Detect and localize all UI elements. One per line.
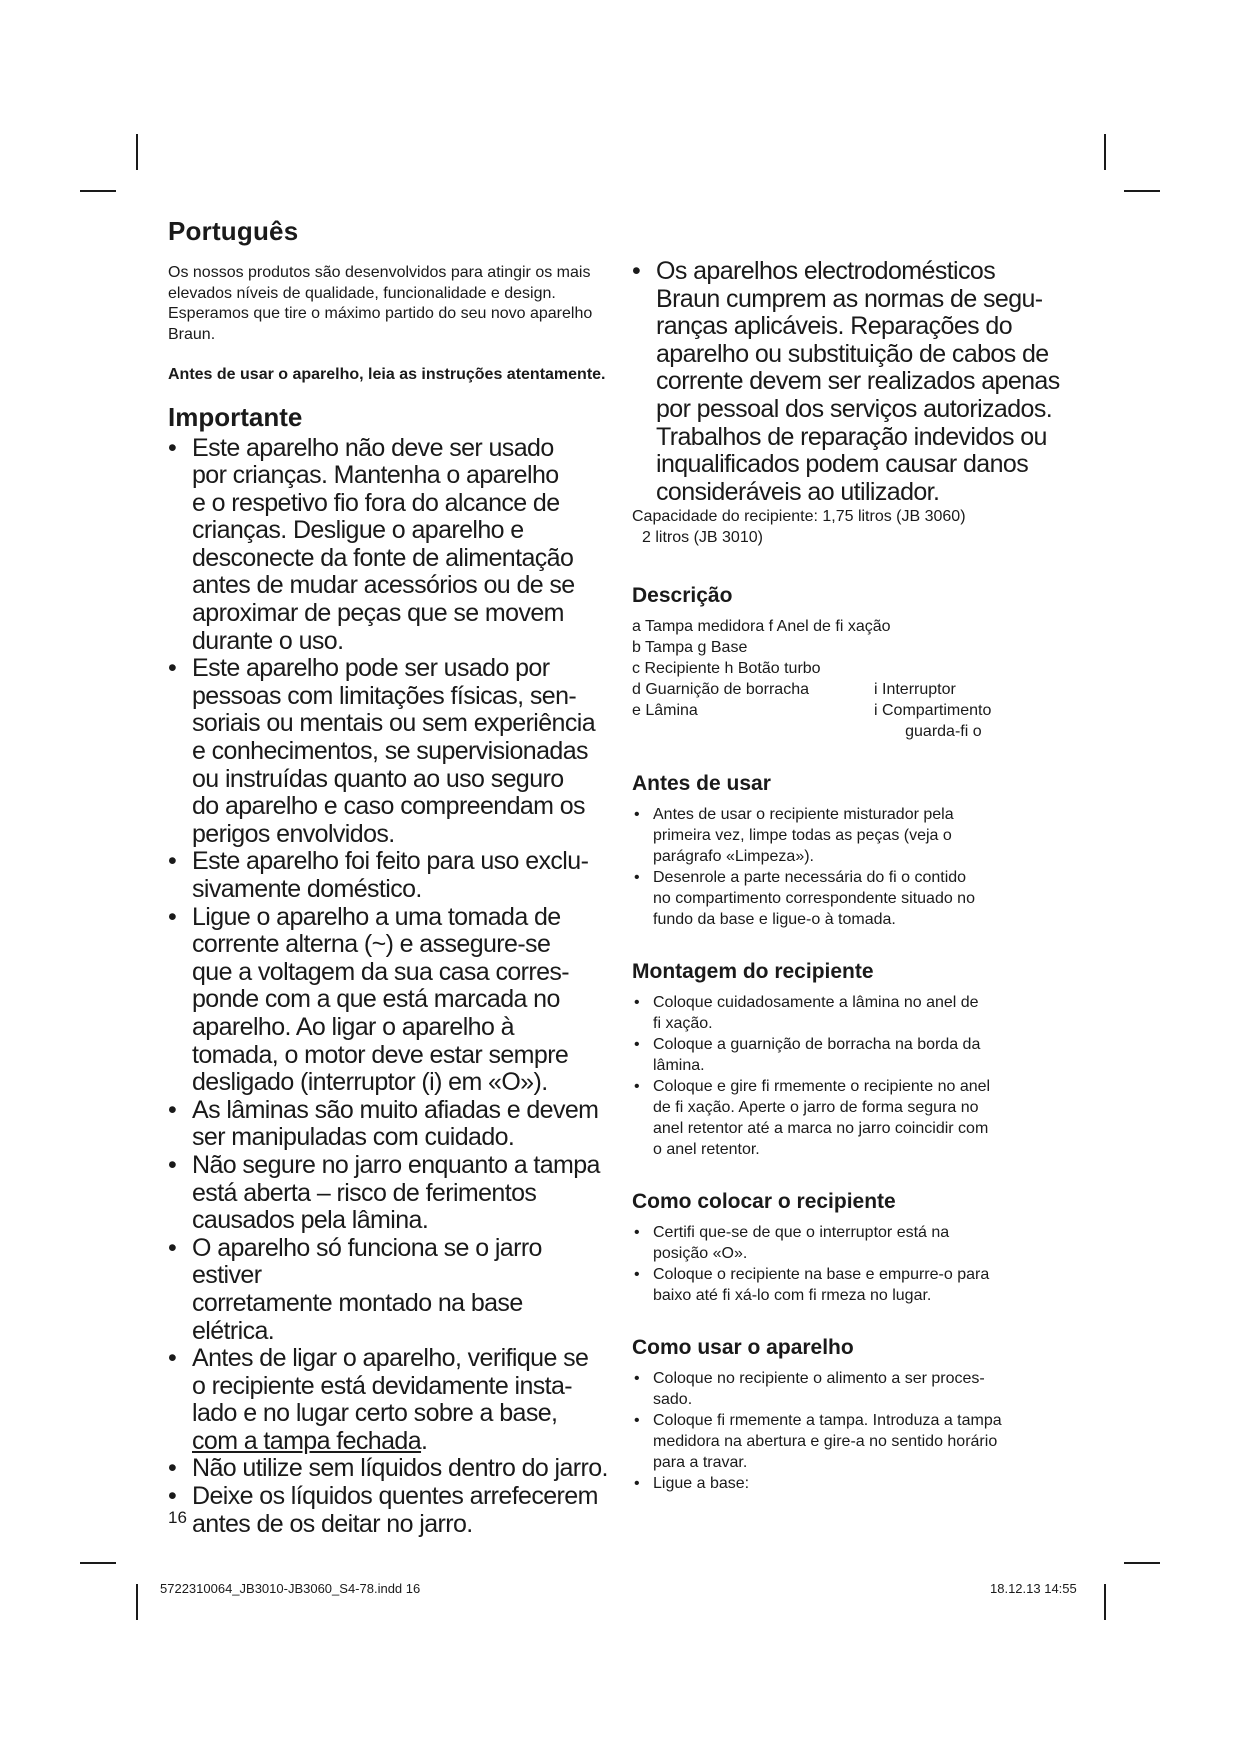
crop-mark-top-left (136, 134, 138, 170)
list-item: • Coloque e gire fi rmemente o recipiente no anel de fi xação. Aperte o jarro de forma segura no anel retentor até a marca no jarro coincidir com o anel retentor. (632, 1076, 1082, 1160)
list-item: • As lâminas são muito afiadas e devem ser manipuladas com cuidado. (168, 1097, 608, 1152)
list-item-text: Antes de ligar o aparelho, verifique se o recipiente está devidamente insta- lado e no lugar certo sobre a base, (192, 1344, 589, 1428)
list-item: • Coloque no recipiente o alimento a ser proces- sado. (632, 1368, 1082, 1410)
read-instructions-note: Antes de usar o aparelho, leia as instruções atentamente. (168, 366, 606, 383)
list-item: • Coloque cuidadosamente a lâmina no anel de fi xação. (632, 992, 1082, 1034)
list-item: • Certifi que-se de que o interruptor está na posição «O». (632, 1222, 1082, 1264)
list-item: • Não segure no jarro enquanto a tampa está aberta – risco de ferimentos causados pela lâmina. (168, 1152, 608, 1235)
crop-mark-top-right (1104, 134, 1106, 170)
footer-date: 18.12.13 14:55 (990, 1581, 1077, 1596)
table-cell: guarda-fi o (874, 723, 982, 741)
colocar-list (632, 1222, 1082, 1306)
safety-list (632, 258, 1082, 506)
crop-mark-bottom-left-h (80, 1562, 116, 1564)
parts-table (632, 616, 1082, 742)
table-row (632, 700, 1082, 721)
table-cell: i Compartimento (874, 702, 992, 720)
list-item: • Este aparelho não deve ser usado por crianças. Mantenha o aparelho e o respetivo fio fora do alcance de crianças. Desligue o aparelho e desconecte da fonte de alimentação antes de mudar acessórios ou de se aproximar de peças que se movem durante o uso. (168, 435, 608, 656)
capacity-line-2: 2 litros (JB 3010) (642, 529, 763, 547)
table-row (632, 658, 1082, 679)
table-cell: e Lâmina (632, 702, 698, 720)
list-item: • Este aparelho foi feito para uso exclu- sivamente doméstico. (168, 848, 608, 903)
list-item: • Coloque fi rmemente a tampa. Introduza a tampa medidora na abertura e gire-a no sentido horário para a travar. (632, 1410, 1082, 1473)
montagem-list (632, 992, 1082, 1160)
underlined-text: com a tampa fechada (192, 1426, 422, 1455)
list-item: • Antes de usar o recipiente misturador pela primeira vez, limpe todas as peças (veja o parágrafo «Limpeza»). (632, 804, 1082, 867)
descricao-heading: Descrição (632, 584, 733, 608)
importante-list (168, 435, 608, 1539)
list-item: • Ligue a base: (632, 1473, 1082, 1494)
table-cell: b Tampa g Base (632, 639, 748, 657)
footer-file-slug: 5722310064_JB3010-JB3060_S4-78.indd 16 (160, 1581, 421, 1596)
list-item: • Este aparelho pode ser usado por pessoas com limitações físicas, sen- soriais ou mentais ou sem experiência e conhecimentos, se supervisionadas ou instruídas quanto ao uso seguro do aparelho e caso compreendam os perigos envolvidos. (168, 655, 608, 848)
table-cell (632, 721, 862, 742)
list-item: • O aparelho só funciona se o jarro estiver corretamente montado na base elétrica. (168, 1235, 608, 1345)
left-column (168, 216, 608, 1538)
list-item: • Ligue o aparelho a uma tomada de corrente alterna (~) e assegure-se que a voltagem da sua casa corres- ponde com a que está marcada no aparelho. Ao ligar o aparelho à tomada, o motor deve estar sempre desligado (interruptor (i) em «O»). (168, 904, 608, 1097)
antes-de-usar-list (632, 804, 1082, 930)
table-row (632, 616, 1082, 637)
list-item: • Coloque a guarnição de borracha na borda da lâmina. (632, 1034, 1082, 1076)
capacity-info (632, 506, 1082, 548)
table-row (632, 721, 1082, 742)
importante-heading: Importante (168, 401, 303, 432)
crop-mark-top-left-h (80, 190, 116, 192)
usar-list (632, 1368, 1082, 1494)
list-item: • Desenrole a parte necessária do fi o contido no compartimento correspondente situado no fundo da base e ligue-o à tomada. (632, 867, 1082, 930)
list-item: • Deixe os líquidos quentes arrefecerem antes de os deitar no jarro. (168, 1483, 608, 1538)
page-number: 16 (168, 1508, 187, 1527)
antes-de-usar-heading: Antes de usar (632, 772, 771, 796)
table-cell: i Interruptor (874, 681, 956, 699)
list-item: • Os aparelhos electrodomésticos Braun cumprem as normas de segu- ranças aplicáveis. Reparações do aparelho ou substituição de cabos de corrente devem ser realizados apenas por pessoal dos serviços autorizados. Trabalhos de reparação indevidos ou inqualificados podem causar danos consideráveis ao utilizador. (632, 258, 1082, 506)
right-column (632, 258, 1082, 1524)
table-row (632, 679, 1082, 700)
usar-heading: Como usar o aparelho (632, 1336, 854, 1360)
intro-paragraph: Os nossos produtos são desenvolvidos para atingir os mais elevados níveis de qualidade, funcionalidade e design. Esperamos que tire o máximo partido do seu novo aparelho Braun. (168, 264, 593, 343)
table-row (632, 637, 1082, 658)
list-item: • Não utilize sem líquidos dentro do jarro. (168, 1455, 608, 1483)
table-cell: a Tampa medidora f Anel de fi xação (632, 618, 891, 636)
crop-mark-bottom-left (136, 1584, 138, 1620)
colocar-heading: Como colocar o recipiente (632, 1190, 896, 1214)
list-item (168, 1345, 608, 1455)
crop-mark-bottom-right-h (1124, 1562, 1160, 1564)
table-cell: c Recipiente h Botão turbo (632, 660, 821, 678)
montagem-heading: Montagem do recipiente (632, 960, 874, 984)
list-item: • Coloque o recipiente na base e empurre-o para baixo até fi xá-lo com fi rmeza no lugar. (632, 1264, 1082, 1306)
crop-mark-top-right-h (1124, 190, 1160, 192)
list-item-text-end: . (421, 1426, 428, 1455)
capacity-line-1: Capacidade do recipiente: 1,75 litros (JB 3060) (632, 508, 966, 526)
crop-mark-bottom-right (1104, 1584, 1106, 1620)
page-title: Português (168, 216, 299, 246)
table-cell: d Guarnição de borracha (632, 681, 809, 699)
